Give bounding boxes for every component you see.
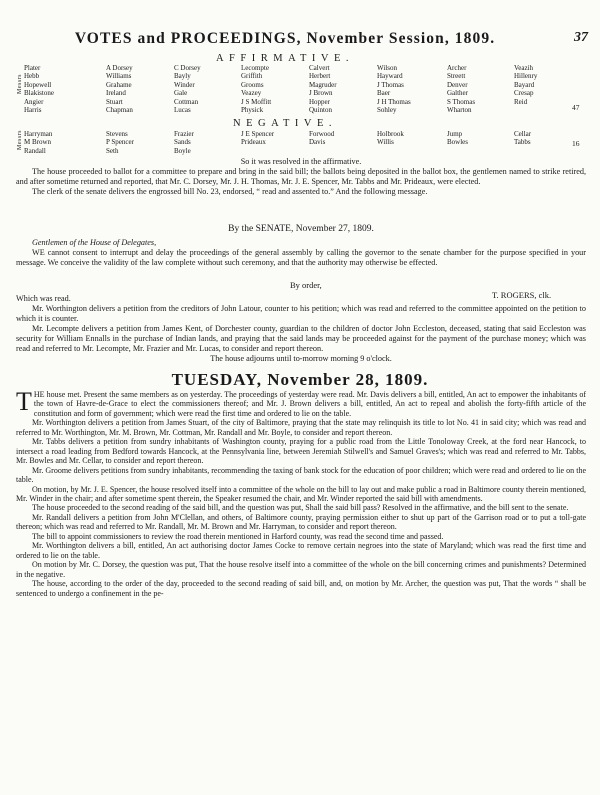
senate-message-block (16, 238, 586, 268)
member-name: Stevens (106, 130, 128, 138)
negative-heading: NEGATIVE. (232, 118, 338, 129)
negative-votes (14, 130, 580, 157)
member-name: J S Moffitt (241, 97, 272, 106)
paragraph: The clerk of the senate delivers the engrossed bill No. 23, endorsed, “ read and assented to.” And the following message. (32, 187, 428, 196)
member-name: Winder (174, 80, 195, 89)
member-name: Stuart (106, 97, 123, 106)
affirmative-votes (14, 64, 580, 116)
member-name: M Brown (24, 138, 52, 147)
member-name: Seth (106, 146, 119, 155)
member-name: J Brown (309, 89, 333, 98)
negative-column (309, 130, 334, 147)
member-name: Cellar (514, 130, 532, 138)
affirmative-column (309, 64, 337, 114)
affirmative-column (241, 64, 271, 114)
member-name: P Spencer (106, 138, 134, 147)
member-name: Hopper (309, 97, 330, 106)
member-name: Angier (24, 97, 44, 106)
member-name: Boyle (174, 146, 191, 155)
negative-column (514, 130, 531, 147)
negative-column (447, 130, 468, 147)
lower-text-block (16, 387, 586, 598)
member-name: Hillenry (514, 72, 538, 81)
member-name: Davis (309, 138, 326, 147)
negative-column (241, 130, 274, 147)
middle-text-block (16, 294, 586, 364)
member-name: Magruder (309, 80, 337, 89)
paragraph: Mr. Worthington delivers a bill, entitled, An act authorising doctor James Cocke to remove certain negroes into the state of Maryland; which was read the first time and ordered to lie on the table. (16, 541, 586, 560)
member-name: Gale (174, 89, 188, 98)
member-name: Plater (24, 64, 41, 72)
affirmative-column (174, 64, 201, 114)
member-name: Sands (174, 138, 191, 147)
member-name: Physick (241, 105, 264, 114)
adjourn-line: The house adjourns until to-morrow morning 9 o'clock. (210, 354, 392, 363)
member-name: Bowles (447, 138, 468, 147)
member-name: Grooms (241, 80, 264, 89)
member-name: Bayly (174, 72, 191, 81)
member-name: J H Thomas (377, 97, 411, 106)
member-name: Veazih (514, 64, 534, 72)
paragraph: Mr. Worthington delivers a petition from James Stuart, of the city of Baltimore, praying that the state may relinquish its title to lot No. 41 in said city; which was read and referred to Mr. Worthington, Mr. M. Brown, Mr. Cottman, Mr. Randall and Mr. Boyle, to consider and report thereon. (16, 418, 586, 437)
day-heading: TUESDAY, November 28, 1809. (171, 370, 429, 389)
member-name: Reid (514, 97, 528, 106)
member-name: Randall (24, 146, 46, 155)
drop-cap: T (16, 387, 32, 416)
paragraph: The house proceeded to the second reading of the said bill, and the question was put, Shall the said bill pass? Resolved in the affirmative, and the bill sent to the senate. (32, 503, 569, 513)
signer: T. ROGERS, clk. (492, 290, 552, 300)
paragraph: Mr. Randall delivers a petition from John M'Clellan, and others, of Baltimore county, praying permission either to shut up part of the Garrison road or to put a toll-gate thereon; which was read and referred to Mr. Randall, Mr. M. Brown and Mr. Harryman, to consider and report thereon. (16, 512, 586, 532)
paragraph: Mr. Tabbs delivers a petition from sundry inhabitants of Washington county, praying for a public road from the Little Tonoloway Creek, at the ford near Hancock, to intersect a road leading from Bedford towards Hancock, at the Pennsylvania line, between Jeremiah Stilwell's and Samuel Graves's; which was read and referred to Mr. Tabbs, Mr. Bowles and Mr. Cellar, to consider and report thereon. (16, 437, 586, 466)
member-name: Prideaux (241, 138, 266, 147)
member-name: J E Spencer (241, 130, 275, 138)
member-name: Lucas (174, 105, 191, 114)
senate-heading: By the SENATE, November 27, 1809. (228, 224, 374, 234)
affirmative-column (106, 64, 133, 114)
paragraph: Which was read. (16, 294, 71, 303)
paragraph: On motion, by Mr. J. E. Spencer, the house resolved itself into a committee of the whole on the bill to lay out and make public a road in Baltimore county therein mentioned, Mr. Winder in the chair; and after sometime spent therein, the Speaker resumed the chair, and Mr. Winder reported the said bill with amendments. (16, 484, 586, 503)
member-name: Denver (447, 80, 468, 89)
member-name: Hopewell (24, 80, 52, 89)
paragraph: Mr. Groome delivers petitions from sundry inhabitants, recommending the taxing of bank stock for the education of poor children; which were read and ordered to lie on the table. (16, 465, 586, 485)
member-name: Streett (447, 72, 466, 81)
member-name: Sohley (377, 105, 397, 114)
member-name: C Dorsey (174, 64, 201, 72)
negative-column (377, 130, 404, 147)
member-name: Willis (377, 138, 394, 147)
negative-column (24, 130, 52, 155)
member-name: Quinton (309, 105, 332, 114)
member-name: Baer (377, 89, 391, 98)
member-name: Cresap (514, 89, 534, 98)
member-name: Wharton (447, 105, 472, 114)
member-name: Grahame (106, 80, 132, 89)
member-name: Veazey (241, 89, 262, 98)
upper-text-block (16, 157, 586, 197)
negative-column (174, 130, 194, 155)
member-name: Calvert (309, 64, 330, 72)
resolution-line: So it was resolved in the affirmative. (240, 157, 362, 166)
paragraph: The bill to appoint commissioners to review the road therein mentioned in Harford county, was read the second time and passed. (32, 531, 444, 541)
member-name: Griffith (241, 72, 263, 81)
member-name: Holbrook (377, 130, 404, 138)
affirmative-heading: AFFIRMATIVE. (215, 53, 355, 64)
member-name: Jump (447, 130, 463, 138)
affirmative-side-label: Messrs (17, 74, 23, 95)
affirmative-column (24, 64, 54, 114)
member-name: Herbert (309, 72, 331, 81)
paragraph: Mr. Worthington delivers a petition from the creditors of John Latour, counter to his petition; which was read and referred to the committee appointed on the petition to which it is counter. (16, 304, 586, 323)
member-name: J Thomas (377, 80, 404, 89)
member-name: Lecompte (241, 64, 269, 72)
member-name: S Thomas (447, 97, 476, 106)
member-name: Galther (447, 89, 468, 98)
member-name: A Dorsey (106, 64, 133, 72)
page-title: VOTES and PROCEEDINGS, November Session, 1809. (74, 30, 496, 47)
member-name: Ireland (106, 89, 126, 98)
paragraph-text: HE house met. Present the same members as on yesterday. The proceedings of yesterday were read. Mr. Davis delivers a bill, entitled, An act to empower the inhabitants of the town of Havre-de-Grace to elect the commissioners thereof; and Mr. J. Brown delivers a bill, entitled, An act to repeal and abolish the forty-fifth article of the constitution and form of government; which were read the first time and ordered to lie on the table. (33, 390, 586, 418)
affirmative-column (514, 64, 537, 106)
affirmative-column (377, 64, 411, 114)
member-name: Frazier (174, 130, 194, 138)
senate-address: Gentlemen of the House of Delegates, (32, 238, 157, 247)
member-name: Hayward (377, 72, 403, 81)
page-header (12, 30, 588, 50)
member-name: Hebb (24, 72, 40, 81)
member-name: Harris (24, 105, 42, 114)
negative-column (106, 130, 134, 155)
paragraph (16, 387, 586, 418)
member-name: Archer (447, 64, 467, 72)
member-name: Cottman (174, 97, 199, 106)
member-name: Wilson (377, 64, 397, 72)
member-name: Tabbs (514, 138, 531, 147)
paragraph: The house proceeded to ballot for a committee to prepare and bring in the said bill; the ballots being deposited in the ballot box, the gentlemen named to strike retired, and after sometime returned and reported, that Mr. C. Dorsey, Mr. J. H. Thomas, Mr. J. E. Spencer, Mr. Tabbs and Mr. Prideaux, were elected. (16, 167, 586, 186)
negative-side-label: Messrs (17, 130, 23, 151)
paragraph: Mr. Lecompte delivers a petition from James Kent, of Dorchester county, guardian to the children of doctor John Eccleston, deceased, stating that said Eccleston was security for William Ennalls in the purchase of Indian lands, and praying that the said lands may be proceeded against for the payment of the purchase money; which was read and referred to Mr. Lecompte, Mr. Frazier and Mr. Lucas, to consider and report thereon. (16, 324, 586, 353)
member-name: Williams (106, 72, 132, 81)
senate-heading-block (16, 224, 586, 234)
senate-message: WE cannot consent to interrupt and delay the proceedings of the general assembly by calling the governor to the senate chamber for the purpose specified in your message. We conceive the validity of the law complete without such ceremony, and that the authority may otherwise be effected. (16, 248, 586, 267)
member-name: Forwood (309, 130, 335, 138)
member-name: Chapman (106, 105, 133, 114)
paragraph: On motion by Mr. C. Dorsey, the question was put, That the house resolve itself into a committee of the whole on the bill concerning crimes and punishments? Determined in the negative. (16, 560, 586, 579)
negative-count: 16 (572, 139, 580, 148)
by-order: By order, (290, 280, 322, 290)
affirmative-count: 47 (572, 103, 580, 112)
member-name: Harryman (24, 130, 53, 138)
member-name: Bayard (514, 80, 535, 89)
member-name: Blakistone (24, 89, 54, 98)
paragraph: The house, according to the order of the day, proceeded to the second reading of said bill, and, on motion by Mr. Archer, the question was put, That the words “ shall be sentenced to undergo a confinement in the pe- (16, 579, 586, 598)
page-number: 37 (574, 30, 588, 45)
affirmative-column (447, 64, 475, 114)
